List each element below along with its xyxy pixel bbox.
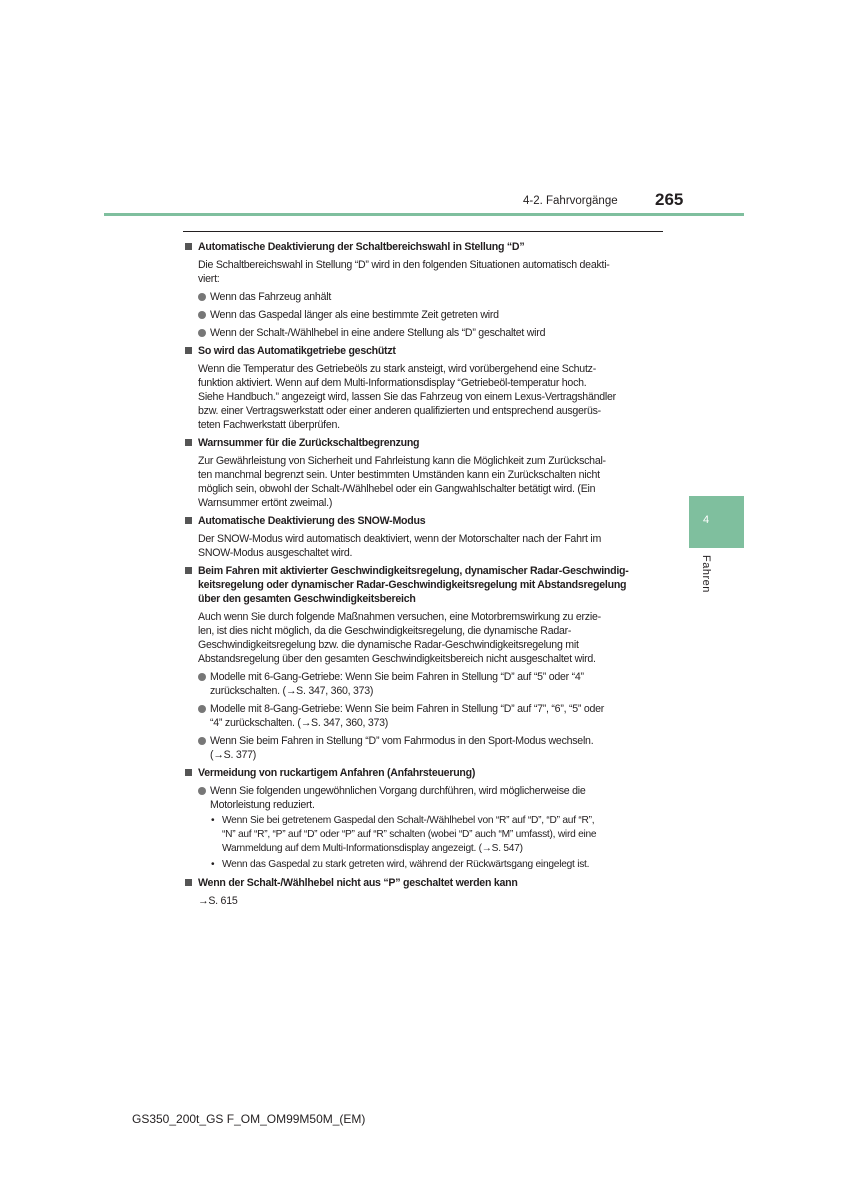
section-paragraph bbox=[185, 532, 663, 560]
text-line: funktion aktiviert. Wenn auf dem Multi-Informationsdisplay “Getriebeöl-temperatur hoch. bbox=[198, 377, 587, 389]
text-line: Wenn der Schalt-/Wählhebel in eine andere Stellung als “D” geschaltet wird bbox=[210, 327, 546, 339]
running-header-section: 4-2. Fahrvorgänge bbox=[523, 195, 618, 207]
list-item bbox=[185, 308, 663, 322]
text-line: Auch wenn Sie durch folgende Maßnahmen versuchen, eine Motorbremswirkung zu erzie- bbox=[198, 611, 601, 623]
section-paragraph bbox=[185, 258, 663, 286]
text-line: Motorleistung reduziert. bbox=[210, 799, 315, 811]
round-bullet-icon bbox=[198, 787, 206, 795]
text-line: Geschwindigkeitsregelung bzw. die dynamische Radar-Geschwindigkeitsregelung mit bbox=[198, 639, 579, 651]
section-paragraph bbox=[185, 454, 663, 510]
square-bullet-icon bbox=[185, 517, 192, 524]
page-content bbox=[185, 236, 663, 908]
page-reference: →S. 615 bbox=[198, 895, 238, 907]
section-paragraph bbox=[185, 610, 663, 666]
text-line: viert: bbox=[198, 273, 220, 285]
text-line: teten Fachwerkstatt überprüfen. bbox=[198, 419, 340, 431]
section-paragraph bbox=[185, 362, 663, 432]
round-bullet-icon bbox=[198, 293, 206, 301]
text-line: len, ist dies nicht möglich, da die Geschwindigkeitsregelung, die dynamische Radar- bbox=[198, 625, 572, 637]
section-title-line: Beim Fahren mit aktivierter Geschwindigkeitsregelung, dynamischer Radar-Geschwindig- bbox=[198, 565, 629, 577]
text-line: Wenn die Temperatur des Getriebeöls zu stark ansteigt, wird vorübergehend eine Schutz- bbox=[198, 363, 596, 375]
text-line: zurückschalten. (→S. 347, 360, 373) bbox=[210, 685, 374, 697]
footer-code: GS350_200t_GS F_OM_OM99M50M_(EM) bbox=[132, 1112, 366, 1126]
section-title bbox=[185, 240, 663, 254]
list-item bbox=[185, 784, 663, 812]
sub-list-item bbox=[185, 814, 663, 856]
round-bullet-icon bbox=[198, 673, 206, 681]
text-line: Der SNOW-Modus wird automatisch deaktiviert, wenn der Motorschalter nach der Fahrt im bbox=[198, 533, 602, 545]
small-bullet-icon: • bbox=[211, 815, 215, 826]
section-title-text: Vermeidung von ruckartigem Anfahren (Anfahrsteuerung) bbox=[198, 767, 476, 779]
text-line: “N” auf “R”, “P” auf “D” oder “P” auf “R” schalten (wobei “D” auch “M” umfasst), wird eine bbox=[222, 829, 597, 840]
list-item bbox=[185, 734, 663, 762]
header-rule bbox=[104, 213, 744, 216]
page-number: 265 bbox=[655, 190, 684, 209]
text-line: (→S. 377) bbox=[210, 749, 257, 761]
text-line: Modelle mit 8-Gang-Getriebe: Wenn Sie beim Fahren in Stellung “D” auf “7”, “6”, “5” oder bbox=[210, 703, 605, 715]
text-line: Abstandsregelung über den gesamten Geschwindigkeitsbereich nicht ausgeschaltet wird. bbox=[198, 653, 596, 665]
text-line: Warnmeldung auf dem Multi-Informationsdisplay angezeigt. (→S. 547) bbox=[222, 843, 523, 854]
section-title-line: keitsregelung oder dynamischer Radar-Geschwindigkeitsregelung mit Abstandsregelung bbox=[198, 579, 627, 591]
round-bullet-icon bbox=[198, 311, 206, 319]
chapter-tab bbox=[689, 496, 744, 548]
text-line: Warnsummer ertönt zweimal.) bbox=[198, 497, 333, 509]
text-line: bzw. einer Vertragswerkstatt oder einer anderen qualifizierten und entsprechend ausgerüs- bbox=[198, 405, 601, 417]
section-title bbox=[185, 766, 663, 780]
chapter-label: Fahren bbox=[700, 555, 712, 593]
text-line: Die Schaltbereichswahl in Stellung “D” wird in den folgenden Situationen automatisch deakti- bbox=[198, 259, 610, 271]
text-line: SNOW-Modus ausgeschaltet wird. bbox=[198, 547, 353, 559]
text-line: Modelle mit 6-Gang-Getriebe: Wenn Sie beim Fahren in Stellung “D” auf “5” oder “4” bbox=[210, 671, 584, 683]
list-item bbox=[185, 326, 663, 340]
section-title bbox=[185, 564, 663, 606]
section-title-text: Automatische Deaktivierung des SNOW-Modus bbox=[198, 515, 426, 527]
section-title-text: So wird das Automatikgetriebe geschützt bbox=[198, 345, 396, 357]
section-title-text: Warnsummer für die Zurückschaltbegrenzung bbox=[198, 437, 420, 449]
section-title-text: Wenn der Schalt-/Wählhebel nicht aus “P” geschaltet werden kann bbox=[198, 877, 518, 889]
section-title-text: Automatische Deaktivierung der Schaltbereichswahl in Stellung “D” bbox=[198, 241, 525, 253]
list-item bbox=[185, 702, 663, 730]
text-line: ten manchmal begrenzt sein. Unter bestimmten Umständen kann ein Zurückschalten nicht bbox=[198, 469, 600, 481]
text-line: Wenn Sie bei getretenem Gaspedal den Schalt-/Wählhebel von “R” auf “D”, “D” auf “R”, bbox=[222, 815, 595, 826]
text-line: “4” zurückschalten. (→S. 347, 360, 373) bbox=[210, 717, 389, 729]
round-bullet-icon bbox=[198, 705, 206, 713]
small-bullet-icon: • bbox=[211, 859, 215, 870]
section-title bbox=[185, 514, 663, 528]
section-title bbox=[185, 876, 663, 890]
square-bullet-icon bbox=[185, 769, 192, 776]
text-line: Wenn Sie beim Fahren in Stellung “D” vom Fahrmodus in den Sport-Modus wechseln. bbox=[210, 735, 594, 747]
list-item bbox=[185, 290, 663, 304]
text-line: Wenn Sie folgenden ungewöhnlichen Vorgang durchführen, wird möglicherweise die bbox=[210, 785, 586, 797]
content-top-rule bbox=[183, 231, 663, 232]
square-bullet-icon bbox=[185, 439, 192, 446]
sub-list-item bbox=[185, 858, 663, 872]
text-line: Wenn das Gaspedal länger als eine bestimmte Zeit getreten wird bbox=[210, 309, 499, 321]
list-item bbox=[185, 670, 663, 698]
square-bullet-icon bbox=[185, 347, 192, 354]
text-line: Wenn das Fahrzeug anhält bbox=[210, 291, 332, 303]
chapter-number: 4 bbox=[703, 514, 710, 526]
text-line: Siehe Handbuch.” angezeigt wird, lassen Sie das Fahrzeug von einem Lexus-Vertragshändler bbox=[198, 391, 616, 403]
square-bullet-icon bbox=[185, 879, 192, 886]
text-line: Zur Gewährleistung von Sicherheit und Fahrleistung kann die Möglichkeit zum Zurückschal- bbox=[198, 455, 606, 467]
text-line: Wenn das Gaspedal zu stark getreten wird, während der Rückwärtsgang eingelegt ist. bbox=[222, 859, 590, 870]
text-line: möglich sein, obwohl der Schalt-/Wählhebel oder ein Gangwahlschalter betätigt wird. (Ein bbox=[198, 483, 596, 495]
square-bullet-icon bbox=[185, 243, 192, 250]
section-title bbox=[185, 344, 663, 358]
section-title-line: über den gesamten Geschwindigkeitsbereich bbox=[198, 593, 416, 605]
round-bullet-icon bbox=[198, 737, 206, 745]
square-bullet-icon bbox=[185, 567, 192, 574]
round-bullet-icon bbox=[198, 329, 206, 337]
section-title bbox=[185, 436, 663, 450]
